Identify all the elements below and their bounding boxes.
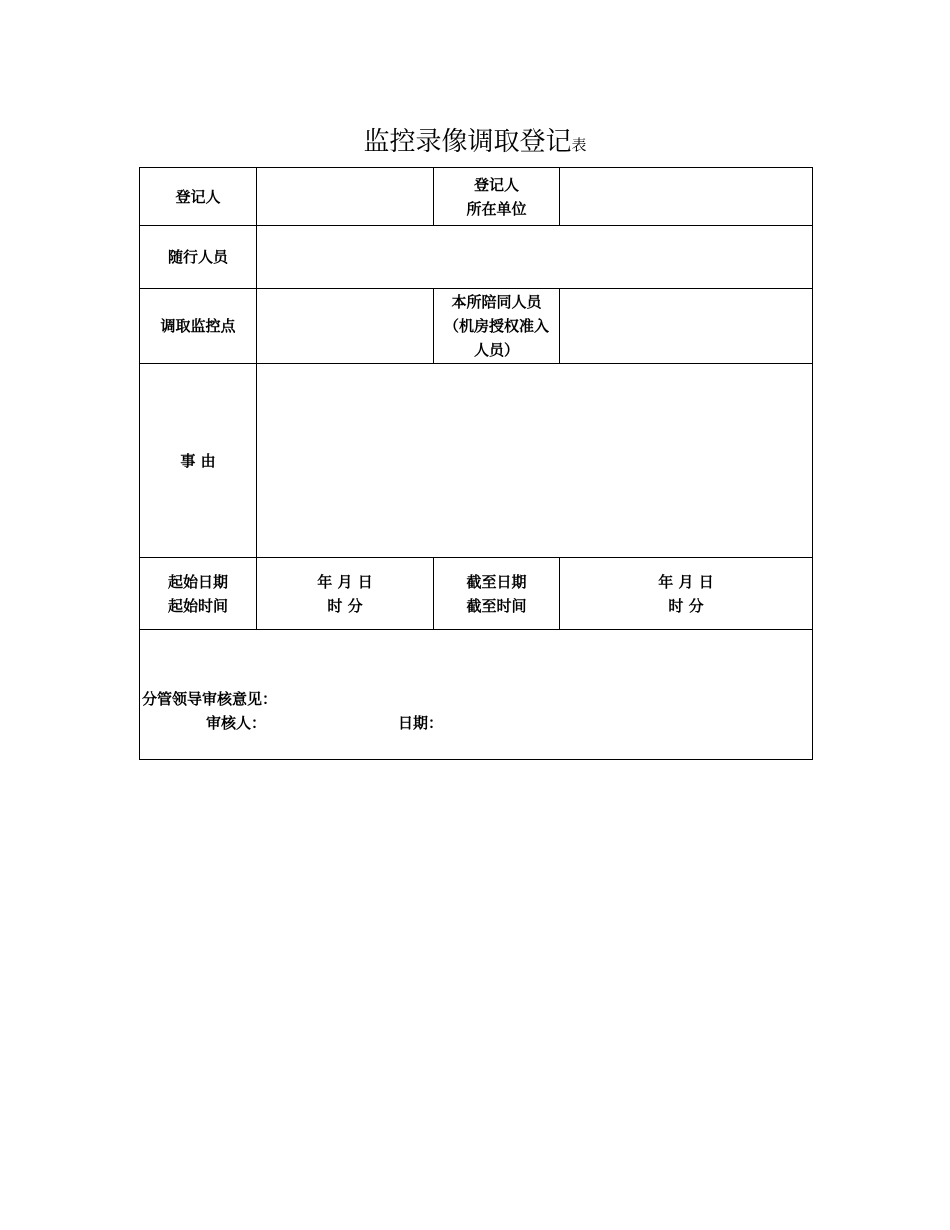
row-opinion <box>140 630 813 760</box>
registrant-label: 登记人 <box>140 168 257 226</box>
row-monitor-point <box>140 289 813 364</box>
start-datetime-value: 年 月 日 时 分 <box>317 572 373 615</box>
row-accompany <box>140 226 813 289</box>
form-title-suffix: 表 <box>571 136 587 154</box>
monitor-point-label: 调取监控点 <box>140 289 257 364</box>
row-registrant <box>140 168 813 226</box>
registrant-input-cell[interactable] <box>257 168 434 226</box>
form-title-main: 监控录像调取登记 <box>363 127 572 157</box>
registration-form-table <box>139 167 813 760</box>
registrant-unit-input-cell[interactable] <box>560 168 813 226</box>
reason-input-cell[interactable] <box>257 364 813 558</box>
row-reason <box>140 364 813 558</box>
reviewer-label: 审核人： <box>206 714 267 732</box>
opinion-label: 分管领导审核意见： <box>142 690 278 708</box>
staff-input-cell[interactable] <box>560 289 813 364</box>
end-datetime-cell[interactable] <box>560 558 813 630</box>
start-label: 起始日期 起始时间 <box>140 558 257 630</box>
monitor-point-input-cell[interactable] <box>257 289 434 364</box>
opinion-content <box>140 630 812 759</box>
registrant-unit-label: 登记人 所在单位 <box>434 168 560 226</box>
opinion-cell[interactable] <box>140 630 813 760</box>
end-datetime-value: 年 月 日 时 分 <box>658 572 714 615</box>
accompany-input-cell[interactable] <box>257 226 813 289</box>
end-label: 截至日期 截至时间 <box>434 558 560 630</box>
opinion-date-label: 日期： <box>398 714 444 732</box>
staff-label: 本所陪同人员 （机房授权准入 人员） <box>434 289 560 364</box>
row-date-range <box>140 558 813 630</box>
reason-label: 事 由 <box>140 364 257 558</box>
start-datetime-cell[interactable] <box>257 558 434 630</box>
form-title <box>0 124 950 163</box>
accompany-label: 随行人员 <box>140 226 257 289</box>
